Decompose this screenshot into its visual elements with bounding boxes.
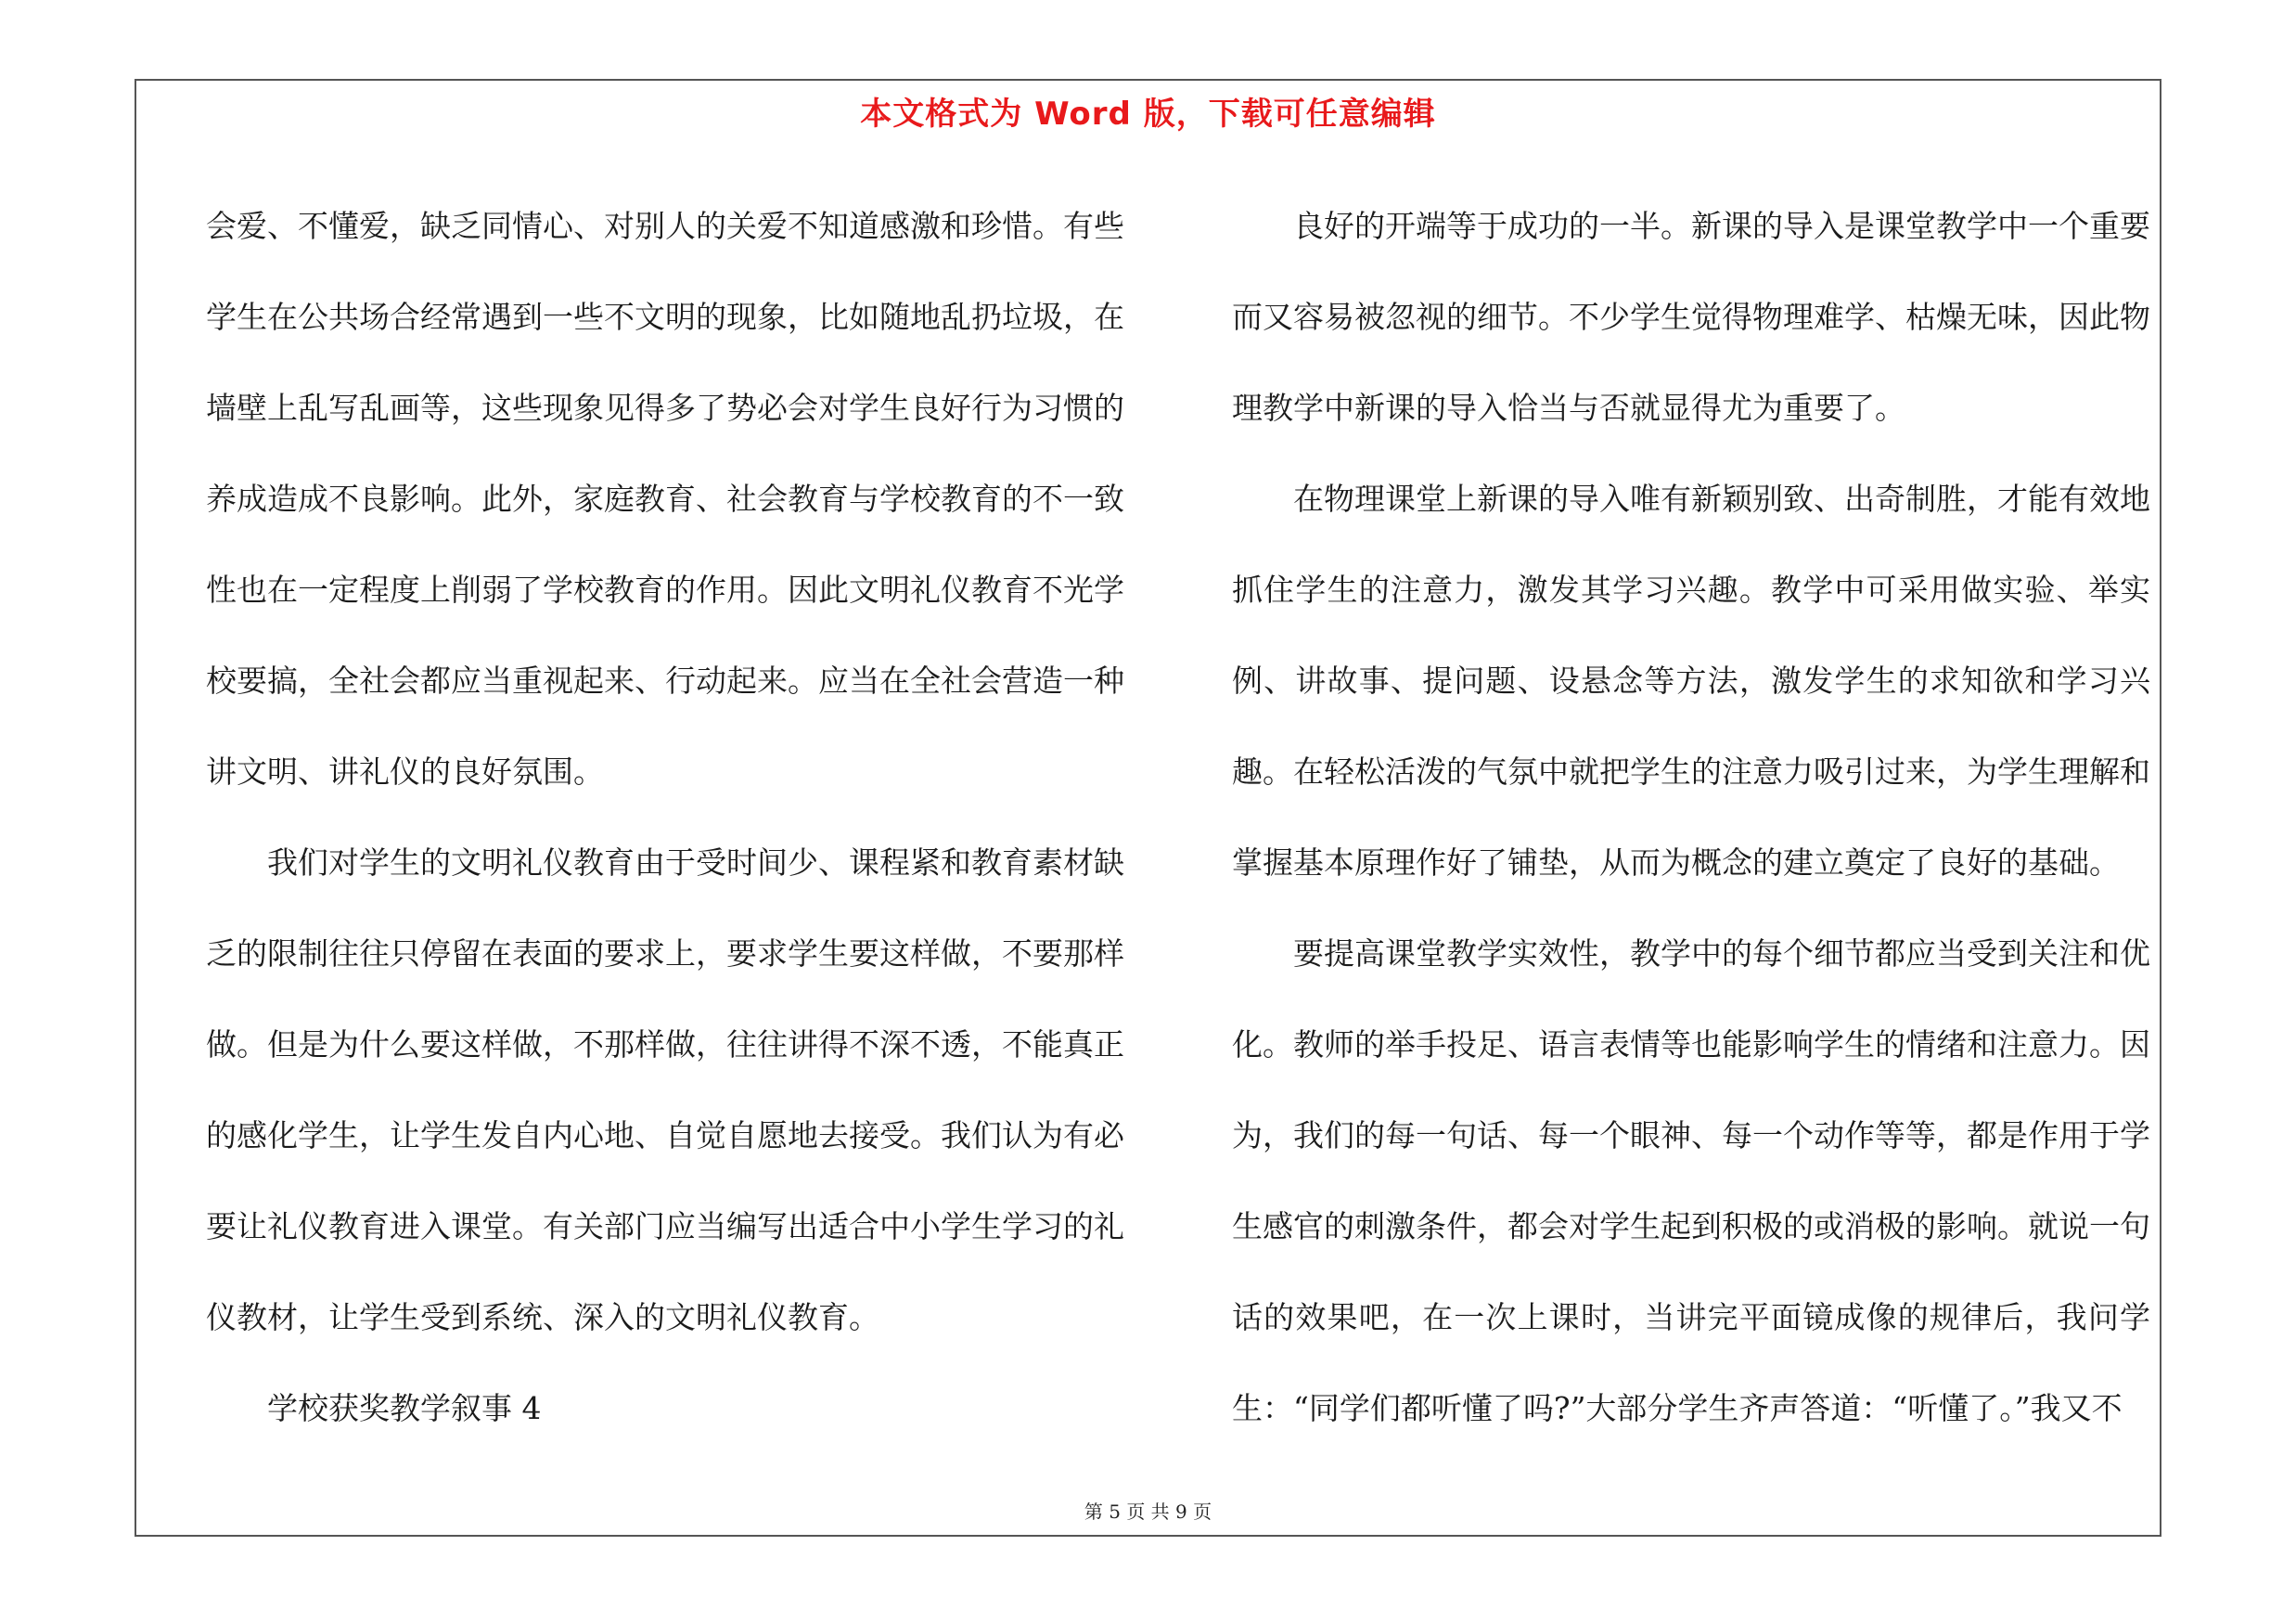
left-text-column bbox=[206, 181, 1124, 1454]
right-text-column bbox=[1232, 181, 2150, 1454]
paragraph-continued: 会爱、不懂爱，缺乏同情心、对别人的关爱不知道感激和珍惜。有些学生在公共场合经常遇到一些不文明的现象，比如随地乱扔垃圾，在墙壁上乱写乱画等，这些现象见得多了势必会对学生良好行为习惯的养成造成不良影响。此外，家庭教育、社会教育与学校教育的不一致性也在一定程度上削弱了学校教育的作用。因此文明礼仪教育不光学校要搞，全社会都应当重视起来、行动起来。应当在全社会营造一种讲文明、讲礼仪的良好氛围。 bbox=[206, 208, 1124, 790]
format-notice-banner: 本文格式为 Word 版，下载可任意编辑 bbox=[860, 96, 1436, 133]
paragraph: 良好的开端等于成功的一半。新课的导入是课堂教学中一个重要而又容易被忽视的细节。不少学生觉得物理难学、枯燥无味，因此物理教学中新课的导入恰当与否就显得尤为重要了。 bbox=[1232, 208, 2150, 426]
paragraph: 在物理课堂上新课的导入唯有新颖别致、出奇制胜，才能有效地抓住学生的注意力，激发其学习兴趣。教学中可采用做实验、举实例、讲故事、提问题、设悬念等方法，激发学生的求知欲和学习兴趣。在轻松活泼的气氛中就把学生的注意力吸引过来，为学生理解和掌握基本原理作好了铺垫，从而为概念的建立奠定了良好的基础。 bbox=[1232, 481, 2150, 881]
paragraph: 要提高课堂教学实效性，教学中的每个细节都应当受到关注和优化。教师的举手投足、语言表情等也能影响学生的情绪和注意力。因为，我们的每一句话、每一个眼神、每一个动作等等，都是作用于学生感官的刺激条件，都会对学生起到积极的或消极的影响。就说一句话的效果吧，在一次上课时，当讲完平面镜成像的规律后，我问学生：“同学们都听懂了吗?”大部分学生齐声答道：“听懂了。”我又不 bbox=[1232, 935, 2150, 1426]
section-heading: 学校获奖教学叙事 4 bbox=[267, 1390, 542, 1426]
paragraph: 我们对学生的文明礼仪教育由于受时间少、课程紧和教育素材缺乏的限制往往只停留在表面的要求上，要求学生要这样做，不要那样做。但是为什么要这样做，不那样做，往往讲得不深不透，不能真正的感化学生，让学生发自内心地、自觉自愿地去接受。我们认为有必要让礼仪教育进入课堂。有关部门应当编写出适合中小学生学习的礼仪教材，让学生受到系统、深入的文明礼仪教育。 bbox=[206, 844, 1124, 1335]
page-number-footer: 第 5 页 共 9 页 bbox=[1084, 1501, 1212, 1523]
